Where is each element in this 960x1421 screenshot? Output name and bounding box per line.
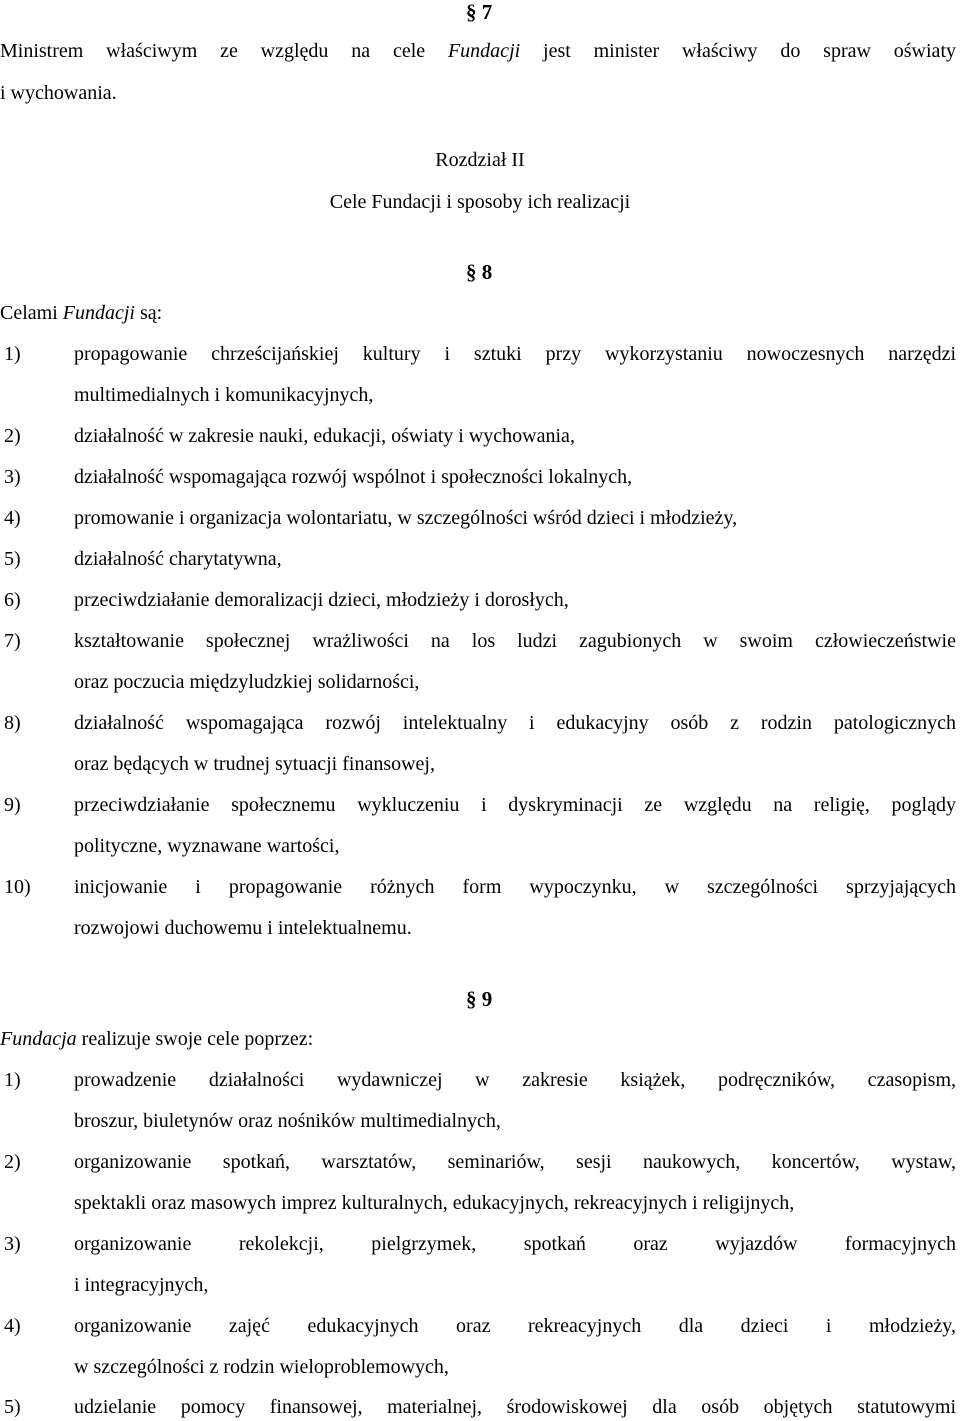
- section-7-mark: § 7: [466, 0, 493, 24]
- list-item-number: 2): [4, 425, 21, 447]
- list-item-text-cont: spektakli oraz masowych imprez kulturalnych, edukacyjnych, rekreacyjnych i religijnych,: [74, 1192, 795, 1214]
- section-8-intro-a: Celami: [0, 302, 63, 324]
- list-item-text-cont: w szczególności z rodzin wieloproblemowych,: [74, 1356, 449, 1378]
- list-item-text: organizowanie spotkań, warsztatów, seminariów, sesji naukowych, koncertów, wystaw,: [74, 1151, 956, 1173]
- list-item-number: 6): [4, 589, 21, 611]
- section-7-text-a: Ministrem właściwym ze względu na cele: [0, 40, 448, 62]
- section-8-intro-b: są:: [134, 302, 163, 324]
- section-7-fundacji: Fundacji: [447, 40, 521, 62]
- list-item-text: organizowanie zajęć edukacyjnych oraz rekreacyjnych dla dzieci i młodzieży,: [74, 1315, 956, 1337]
- list-item-text: działalność wspomagająca rozwój wspólnot i społeczności lokalnych,: [74, 466, 633, 488]
- list-item-text: przeciwdziałanie społecznemu wykluczeniu i dyskryminacji ze względu na religię, poglądy: [74, 794, 956, 816]
- section-7-text-line-2: i wychowania.: [0, 82, 117, 104]
- list-item-number: 1): [4, 1069, 21, 1091]
- list-item-number: 9): [4, 794, 21, 816]
- list-item-number: 8): [4, 712, 21, 734]
- section-9-intro: [0, 1026, 313, 1052]
- list-item-text-cont: multimedialnych i komunikacyjnych,: [74, 384, 374, 406]
- list-item-text: udzielanie pomocy finansowej, materialnej, środowiskowej dla osób objętych statutowymi: [74, 1396, 956, 1418]
- list-item-text: inicjowanie i propagowanie różnych form wypoczynku, w szczególności sprzyjających: [74, 876, 956, 898]
- list-item-text: działalność charytatywna,: [74, 548, 282, 570]
- list-item-text: działalność wspomagająca rozwój intelektualny i edukacyjny osób z rodzin patologicznych: [74, 712, 956, 734]
- section-9-intro-b: realizuje swoje cele poprzez:: [76, 1028, 314, 1050]
- list-item-text-cont: polityczne, wyznawane wartości,: [74, 835, 340, 857]
- list-item-text-cont: i integracyjnych,: [74, 1274, 209, 1296]
- list-item-number: 4): [4, 1315, 21, 1337]
- list-item-text: promowanie i organizacja wolontariatu, w szczególności wśród dzieci i młodzieży,: [74, 507, 738, 529]
- list-item-text-cont: oraz poczucia międzyludzkiej solidarności,: [74, 671, 420, 693]
- list-item-number: 2): [4, 1151, 21, 1173]
- list-item-text: propagowanie chrześcijańskiej kultury i sztuki przy wykorzystaniu nowoczesnych narzędzi: [74, 343, 956, 365]
- list-item-text: prowadzenie działalności wydawniczej w zakresie książek, podręczników, czasopism,: [74, 1069, 956, 1091]
- chapter-title: Rozdział II: [435, 149, 525, 171]
- section-8-mark: § 8: [466, 260, 493, 284]
- section-7-text-line-1: [0, 38, 956, 64]
- list-item-number: 3): [4, 1233, 21, 1255]
- list-item-number: 7): [4, 630, 21, 652]
- section-8-intro: [0, 300, 162, 326]
- list-item-text: kształtowanie społecznej wrażliwości na los ludzi zagubionych w swoim człowieczeństwie: [74, 630, 956, 652]
- section-8-fundacji: Fundacji: [62, 302, 135, 324]
- list-item-text-cont: broszur, biuletynów oraz nośników multimedialnych,: [74, 1110, 501, 1132]
- section-9-fundacja: Fundacja: [0, 1028, 77, 1050]
- list-item-number: 5): [4, 548, 21, 570]
- list-item-number: 1): [4, 343, 21, 365]
- list-item-text-cont: oraz będących w trudnej sytuacji finansowej,: [74, 753, 435, 775]
- chapter-subtitle: Cele Fundacji i sposoby ich realizacji: [329, 191, 631, 213]
- list-item-text: działalność w zakresie nauki, edukacji, oświaty i wychowania,: [74, 425, 575, 447]
- list-item-number: 4): [4, 507, 21, 529]
- list-item-text-cont: rozwojowi duchowemu i intelektualnemu.: [74, 917, 412, 939]
- list-item-number: 3): [4, 466, 21, 488]
- section-7-text-b: jest minister właściwy do spraw oświaty: [520, 40, 956, 62]
- list-item-number: 10): [4, 876, 31, 898]
- list-item-text: organizowanie rekolekcji, pielgrzymek, spotkań oraz wyjazdów formacyjnych: [74, 1233, 956, 1255]
- list-item-text: przeciwdziałanie demoralizacji dzieci, młodzieży i dorosłych,: [74, 589, 569, 611]
- list-item-number: 5): [4, 1396, 21, 1418]
- section-9-mark: § 9: [466, 987, 493, 1011]
